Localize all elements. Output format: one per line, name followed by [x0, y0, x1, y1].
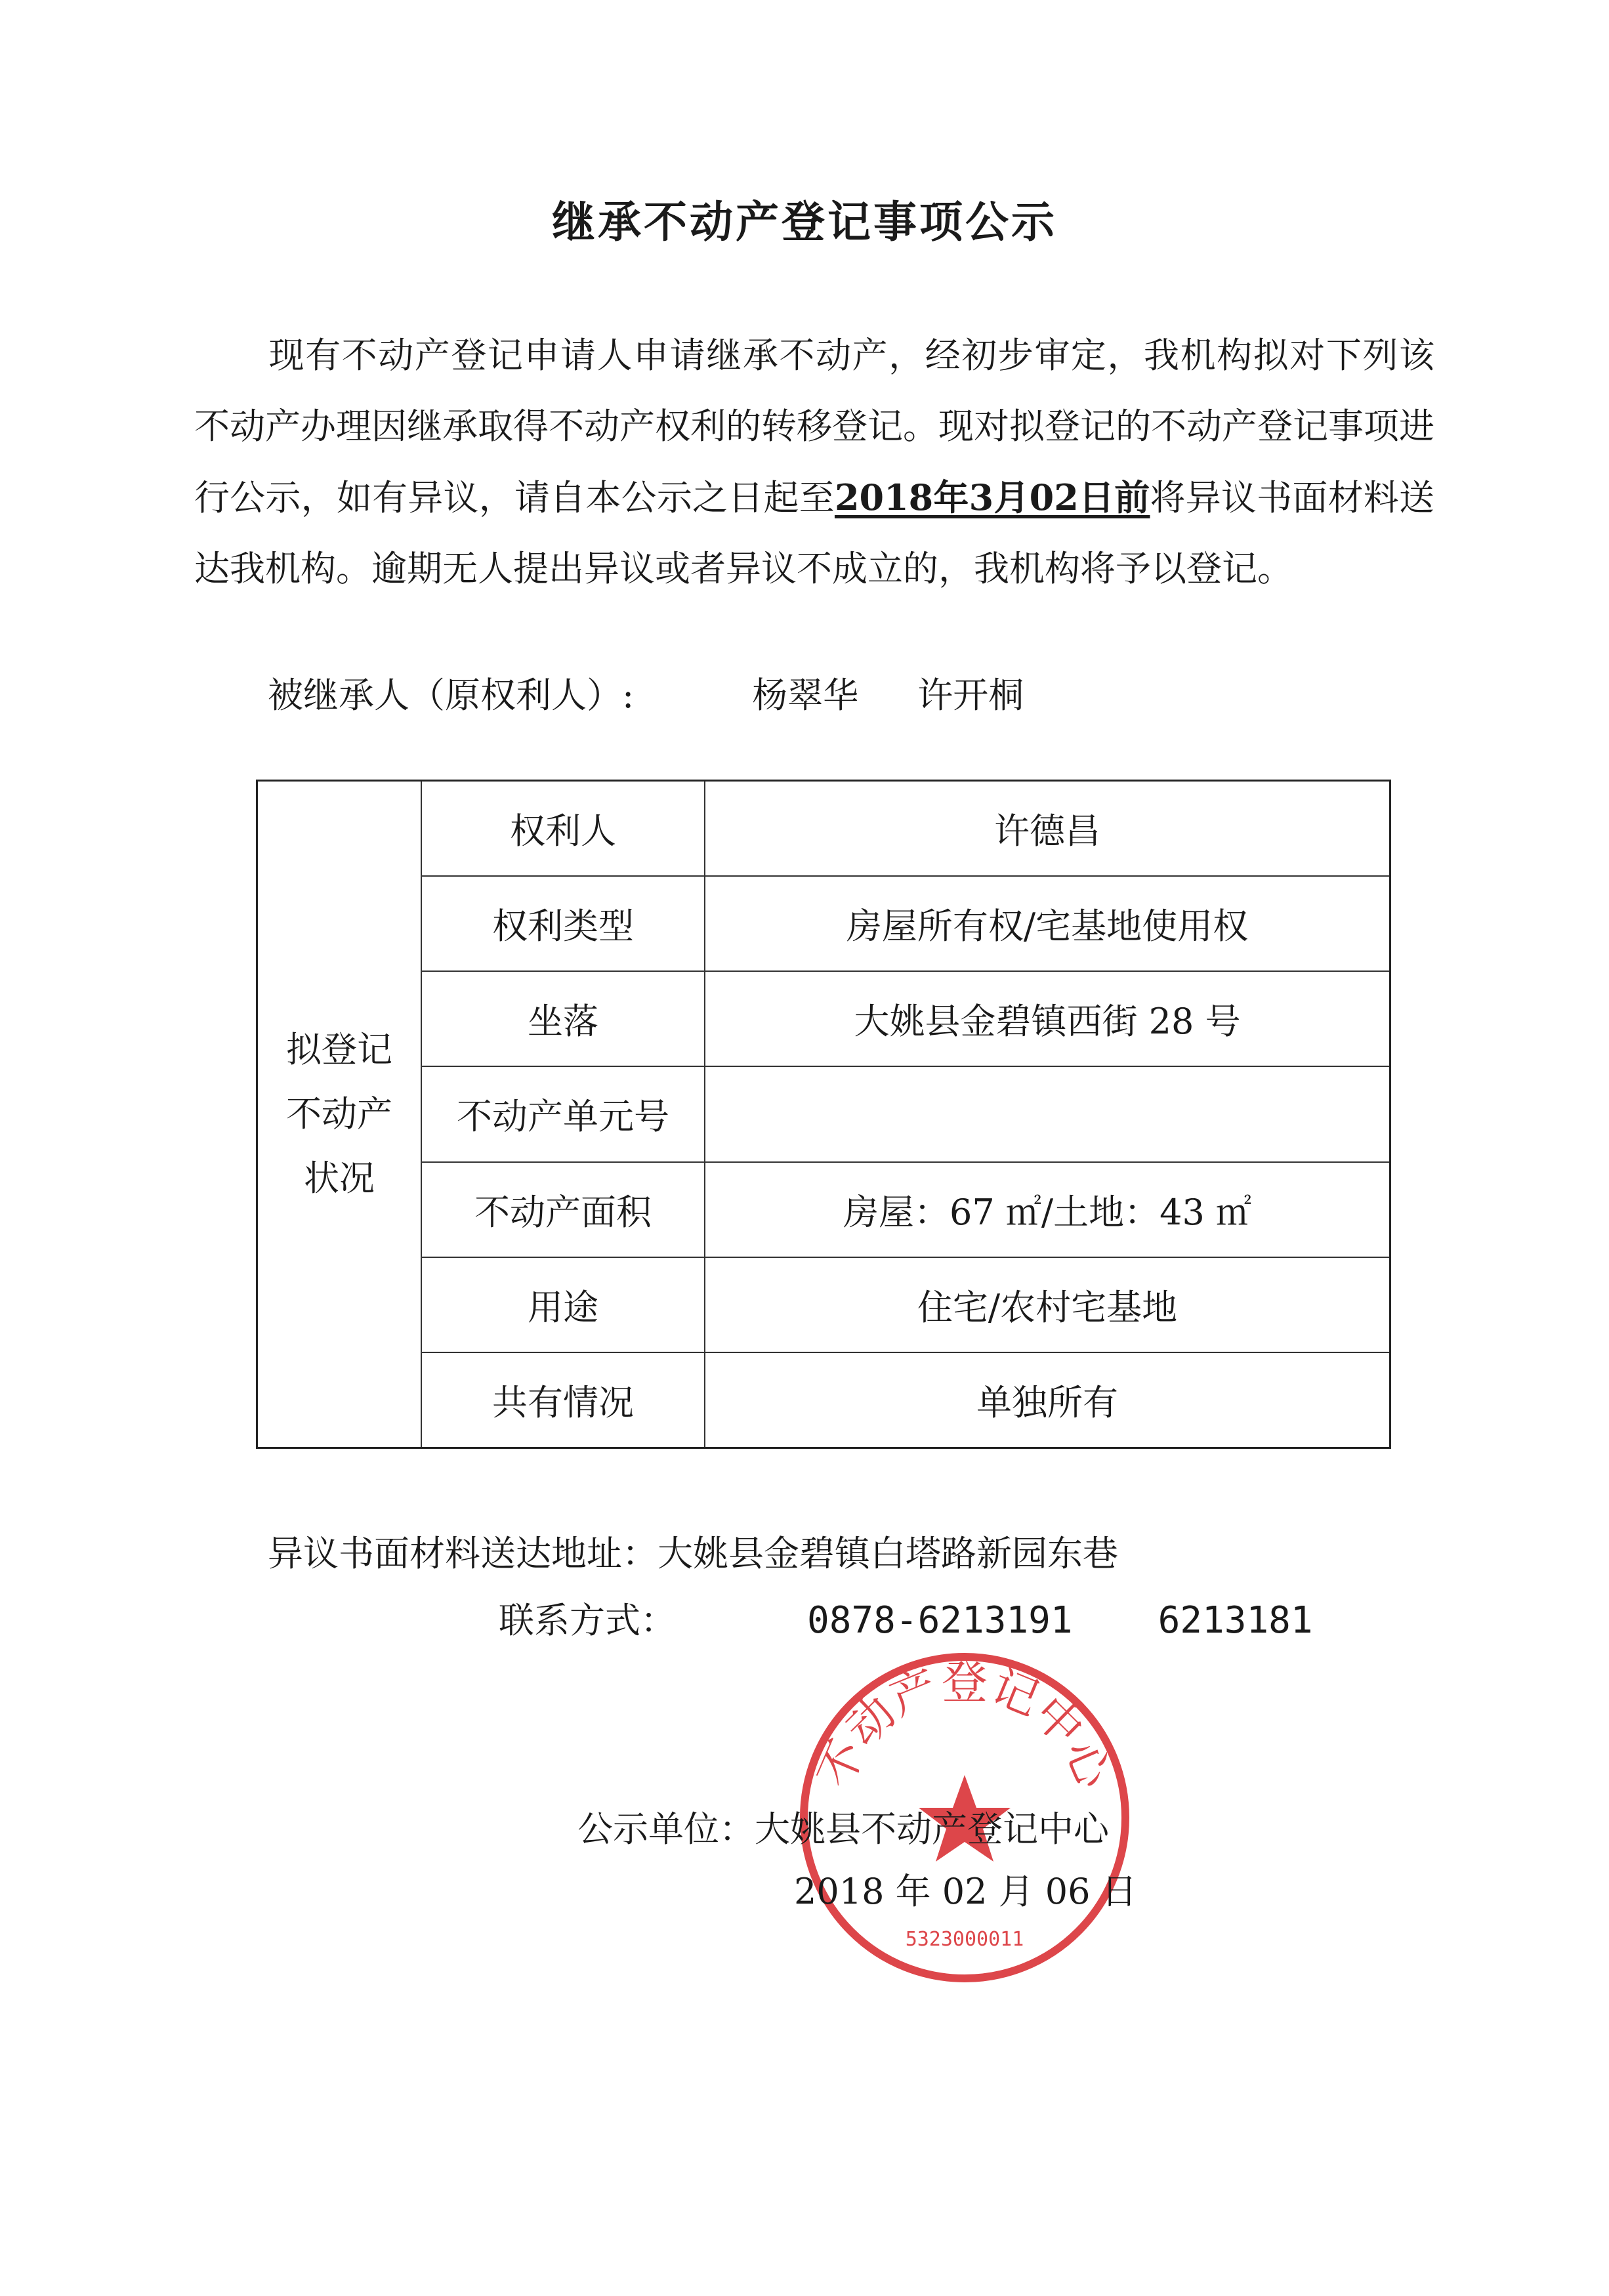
row-label-unit-number: 不动产单元号: [421, 1066, 705, 1161]
row-label-location: 坐落: [421, 971, 705, 1066]
group-label-line-3: 状况: [304, 1158, 375, 1199]
table-row: [257, 971, 1390, 1066]
row-label-usage: 用途: [421, 1257, 705, 1352]
row-value-right-type: 房屋所有权/宅基地使用权: [705, 876, 1390, 971]
table-row: [257, 1066, 1390, 1161]
page-title: 继承不动产登记事项公示: [552, 196, 1057, 247]
seal-text: 不动产登记中心: [807, 1656, 1122, 1796]
table-row: [257, 1162, 1390, 1257]
table-row: [257, 876, 1390, 971]
heirs-label: 被继承人（原权利人）:: [268, 675, 635, 716]
heirs-line: [268, 663, 1024, 728]
seal-number: 5323000011: [905, 1928, 1024, 1951]
row-label-ownership: 共有情况: [421, 1352, 705, 1448]
table-row: [257, 781, 1390, 876]
row-value-location: 大姚县金碧镇西街 28 号: [705, 971, 1390, 1066]
heir-name-2: 许开桐: [917, 675, 1024, 716]
contact-line: [499, 1593, 1313, 1643]
row-value-ownership: 单独所有: [705, 1352, 1390, 1448]
row-value-right-holder: 许德昌: [705, 781, 1390, 876]
group-label-line-1: 拟登记: [286, 1029, 392, 1070]
row-label-right-type: 权利类型: [421, 876, 705, 971]
issue-date: 2018 年 02 月 06 日: [794, 1871, 1137, 1912]
table-group-label: [257, 781, 422, 1448]
deadline-date: 2018年3月02日前: [834, 476, 1150, 518]
heir-name-1: 杨翠华: [752, 675, 859, 716]
notice-paragraph: [194, 320, 1434, 604]
row-label-right-holder: 权利人: [421, 781, 705, 876]
group-label-line-2: 不动产: [286, 1093, 392, 1135]
paragraph-text-before: 现有不动产登记申请人申请继承不动产，经初步审定，我机构拟对下列该不动产办理因继承取得不动产权利的转移登记。现对拟登记的不动产登记事项进行公示，如有异议，请自本公示之日起至: [194, 335, 1434, 518]
phone-number-1: 0878-6213191: [807, 1599, 1073, 1642]
row-label-area: 不动产面积: [421, 1162, 705, 1257]
contact-label: 联系方式：: [499, 1600, 676, 1641]
table-row: [257, 1257, 1390, 1352]
paragraph-text-after: 将异议书面材料送达我机构。逾期无人提出异议或者异议不成立的，我机构将予以登记。: [194, 477, 1435, 589]
row-value-unit-number: [705, 1066, 1390, 1161]
objection-address: 异议书面材料送达地址：大姚县金碧镇白塔路新园东巷: [268, 1533, 1118, 1574]
property-info-table: [256, 780, 1391, 1449]
row-value-area: 房屋：67 ㎡/土地：43 ㎡: [705, 1162, 1390, 1257]
issuing-unit: 公示单位：大姚县不动产登记中心: [577, 1808, 1109, 1850]
row-value-usage: 住宅/农村宅基地: [705, 1257, 1390, 1352]
phone-number-2: 6213181: [1158, 1599, 1313, 1642]
table-row: [257, 1352, 1390, 1448]
